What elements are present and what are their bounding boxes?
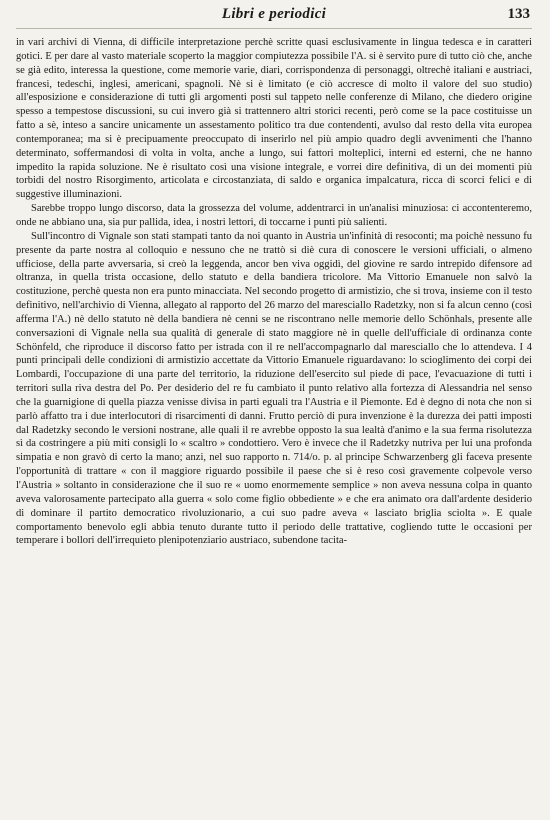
running-title: Libri e periodici — [221, 6, 327, 22]
paragraph: Sull'incontro di Vignale son stati stampati tanto da noi quanto in Austria un'infinità di resoconti; ma poichè nessuno fu presente da parte nostra al colloquio e nessuno che ne trattò si diè cura di conoscere le versioni ufficiali, o almeno ufficiose, della parte avversaria, si creò la leggenda, ancor ben viva oggidì, del giovine re sardo intrepido difensore ad oltranza, in quella trista occasione, dello statuto e della bandiera tricolore. Ma Vittorio Emanuele non salvò la costituzione, perchè questa non era punto minacciata. Nel secondo progetto di armistizio, che si trova, insieme con il testo definitivo, nell'archivio di Vienna, allegato al rapporto del 26 marzo del maresciallo Radetzky, non si fa alcun cenno (così afferma l'A.) nè dello statuto nè della bandiera nè cenni se ne riscontrano nelle memorie dello Schönhals, presente alle conversazioni di Vignale nella sua qualità di generale di stato maggiore nè in quelle dell'ufficiale di ordinanza conte Schönfeld, che riproduce il discorso fatto per istrada con il re nell'accompagnarlo dal maresciallo che lo attendeva. I 4 punti principali delle condizioni di armistizio accettate da Vittorio Emanuele riguardavano: lo scioglimento dei corpi dei Lombardi, l'occupazione di una parte del territorio, la riduzione dell'esercito sul piede di pace, l'evacuazione di tutti i territori sulla riva destra del Po. Per desiderio del re fu cambiato il punto relativo alla fortezza di Alessandria nel senso che la guarnigione di quella piazza venisse divisa in parti eguali tra l'Austria e il Piemonte. Ed è degno di nota che non si parlò affatto tra i due interlocutori di risarcimenti di danni. Frutto perciò di pura invenzione è la durezza dei patti imposti dal Radetzky secondo le versioni nostrane, alle quali il re avrebbe opposto la sua lealtà d'animo e la sua ferma risolutezza sì da costringere a più miti consigli lo « scaltro » condottiero. Vero è invece che il Radetzky nutriva per lui una profonda simpatia e non gravò di certo la mano; anzi, nel suo rapporto n. 714/o. p. al principe Schwarzenberg gli faceva presente l'opportunità di trattare « con il maggiore riguardo possibile il paese che si è reso così gravemente colpevole verso l'Austria » soltanto in considerazione che il suo re « uomo enormemente semplice » non aveva nessuna colpa in quanto aveva valorosamente partecipato alla guerra « solo come figlio obbediente » e che era animato ora dall'ardente desiderio di dominare il partito democratico rivoluzionario, a cui suo padre aveva « lasciato briglia sciolta ». E quale comportamento benevolo egli abbia tenuto durante tutto il periodo delle trattative, cogliendo tutte le occasioni per temperare i bollori dell'irrequieto plenipotenziario austriaco, subendone tacita- — [16, 230, 532, 547]
review-text — [16, 36, 532, 548]
page-number: 133 — [507, 6, 530, 22]
paragraph: in vari archivi di Vienna, di difficile interpretazione perchè scritte quasi esclusivamente in lingua tedesca e in caratteri gotici. E per dare al vasto materiale scoperto la maggior compiutezza possibile l'A. si è servito pure di tutto ciò che, anche se già edito, interessa la questione, come memorie varie, diari, corrispondenza di personaggi, oltrechè italiani e austriaci, francesi, tedeschi, inglesi, americani, spagnoli. Nè si è limitato (e ciò accresce di molto il valore del suo studio) all'esposizione e considerazione di tutti gli argomenti posti sul tappeto nelle conferenze di Milano, che diedero origine spesso a tempestose discussioni, su cui invero già si trattennero altri storici recenti, però come se la pace costituisse un fatto a sè, inteso a sancire unicamente un assestamento politico tra due contendenti, avulso dal resto della vita europea contemporanea; ma si è precipuamente preoccupato di inserirlo nel più ampio quadro degli avvenimenti che l'hanno determinato, soffermandosi di volta in volta, anche a lungo, sui fattori molteplici, interni ed esterni, che ne hanno impedito la rapida soluzione. Ne è risultato così una visione integrale, e vorrei dire definitiva, di un dei momenti più torbidi del nostro Risorgimento, articolata e circostanziata, di saldo e organica impalcatura, ricca di scorci felici e di suggestive illuminazioni. — [16, 37, 532, 201]
page-header — [16, 6, 532, 29]
paragraph: Sarebbe troppo lungo discorso, data la grossezza del volume, addentrarci in un'analisi minuziosa: ci accontenteremo, onde ne abbiano una, sia pur pallida, idea, i nostri lettori, di toccarne i punti più salienti. — [16, 203, 532, 228]
